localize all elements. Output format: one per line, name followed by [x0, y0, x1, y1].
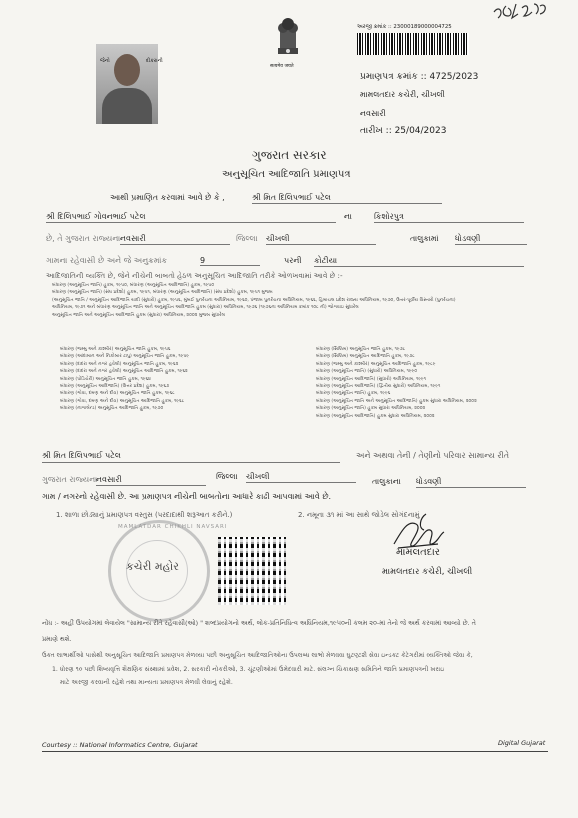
order-line: બંધારણ (અનુસૂચિત જાતિ અને અનુસૂચિત આદિજાતિ) હુકમ સુધારા અધિનિયમ, ૨૦૦૨	[316, 398, 477, 404]
order-line: બંધારણ (અનુસૂચિત આદિજાતિ) હુકમ સુધારા અધિનિયમ, ૨૦૦૨	[316, 413, 435, 419]
issue-date: તારીખ :: 25/04/2023	[360, 126, 447, 136]
order-line: બંધારણ (અનુસૂચિત જાતિ) હુકમ સુધારા અધિનિયમ, ૨૦૦૨	[316, 406, 426, 412]
order-line: બંધારણ (અનુસૂચિત જાતિ) (સુધારો) અધિનિયમ, ૧૯૯૦	[316, 369, 418, 375]
order-line: બંધારણ (અનુસૂચિત જાતિ) (સંઘ પ્રદેશો) હુકમ, ૧૯૫૧, બંધારણ (અનુસૂચિત આદિજાતિ) (સંઘ પ્રદેશો) હુકમ, ૧૯૫૧ મુજબ	[52, 290, 273, 296]
state-prefix: છે, તે ગુજરાત રાજ્યના	[46, 234, 121, 243]
application-number: અરજી ક્રમાંક :: 23000189000004725	[357, 24, 452, 30]
office-name: મામલતદાર કચેરી, ચીખલી	[360, 90, 445, 99]
order-line: (અનુસૂચિત જાતિ / અનુસૂચિત આદિજાતિ યાદી (સુધારો) હુકમ, ૧૯૫૬, મુંબઈ પુનર્રચના અધિનિયમ, ૧૯૬૦, પંજાબ પુનર્રચના અધિનિયમ, ૧૯૬૬, હિમાચલ પ્રદેશ રાજ્ય અધિનિયમ, ૧૯૭૦, ઉત્તર-પૂર્વીય વિસ્તારો (પુનર્રચના)	[52, 297, 456, 303]
order-line: બંધારણ (આંદામાન અને નિકોબાર ટાપુ) અનુસૂચિત જાતિ હુકમ, ૧૯૫૯	[60, 354, 190, 360]
district-2: નવસારી	[96, 475, 206, 486]
certificate-number: પ્રમાણપત્ર ક્રમાંક :: 4725/2023	[360, 72, 479, 82]
stamp-text: કચેરી મહોર	[126, 560, 179, 573]
orders-left-column	[60, 346, 290, 413]
stamp-ring-text: MAMLATDAR CHIKHLI NAVSARI	[118, 524, 228, 530]
district-1: નવસારી	[120, 234, 230, 245]
applicant-name-2: શ્રી મિત દિલિપભાઈ પટેલ	[42, 451, 121, 460]
government-title: ગુજરાત સરકાર	[252, 148, 327, 162]
district-name: નવસારી	[360, 109, 386, 118]
order-line: અનુસૂચિત જાતિ અને અનુસૂચિત આદિજાતિ હુકમ (સુધારા) અધિનિયમ, ૨૦૦૨ મુજબ સુધારેલ	[52, 312, 226, 318]
order-line: બંધારણ (અનુસૂચિત જાતિ) હુકમ, ૧૯૯૬	[316, 391, 391, 397]
talukana-label: તાલુકાના	[372, 477, 401, 486]
certificate-title: અનુસૂચિત આદિજાતિ પ્રમાણપત્ર	[222, 169, 351, 180]
note-2: ઉક્ત લાભાર્થીઓ પાસેથી અનુસૂચિત આદિજાતિ પ્રમાણપત્ર મેળવ્યા પછી અનુસૂચિત આદિજાતિઓના ઉપલબ્ધ લાભો મેળવવા ઘુટણ્ટ૨ી સેવા ઇન્ડક્ટ કેટેગરીમાં વ્યક્તિઓ જેવા કે,	[42, 652, 473, 659]
basis-2: 2. નમૂના ૩૧ માં આ સાથે જોડેલ સોગંદનામું	[298, 511, 420, 519]
qr-code	[218, 537, 286, 605]
order-line: બંધારણ (સિક્કિમ) અનુસૂચિત આદિજાતિ હુકમ, ૧૯૭૮	[316, 354, 415, 360]
order-line: બંધારણ (અનુસૂચિત આદિજાતિ) (સુધારો) અધિનિયમ, ૧૯૯૧	[316, 376, 427, 382]
orders-right-column	[316, 346, 546, 420]
emblem-caption: सत्यमेव जयते	[270, 64, 294, 69]
order-line: બંધારણ (જમ્મુ અને કાશ્મીર) અનુસૂચિત જાતિ હુકમ, ૧૯૫૬	[60, 347, 171, 352]
na-text: ના	[344, 212, 352, 221]
order-line: બંધારણ (જમ્મુ અને કાશ્મીર) અનુસૂચિત આદિજાતિ હુકમ, ૧૯૮૯	[316, 361, 436, 367]
sequence-prefix: ગામના રહેવાસી છે અને જે અનુક્રમાંક	[46, 256, 168, 265]
note-3: 1. ધોરણ ૧૦ પછી શિષ્યવૃત્તિ શૈક્ષણિક સંસ્થામાં પ્રવેશ, 2. સરકારી નોકરીઓ, 3. ચૂંટણીઓમાં ઉમેદવારી માટે. સંલગ્ન ચિકાસણ સમિતિને જાતિ પ્રમાણપત્રની ખરાઇ	[52, 666, 445, 673]
legal-orders-block	[52, 282, 542, 319]
order-line: બંધારણ (દાદરા અને નગર હવેલી) અનુસૂચિત આદિજાતિ હુકમ, ૧૯૬૨	[60, 369, 188, 375]
note-1b: પ્રમાણે થશે.	[42, 635, 72, 643]
sequence-number: 9	[200, 256, 260, 266]
digital-gujarat-text: Digital Gujarat	[498, 739, 546, 747]
order-line: બંધારણ (ગોવા, દમણ અને દીવ) અનુસૂચિત જાતિ હુકમ, ૧૯૬૮	[60, 391, 175, 397]
note-4: માટે અરજી કરવાની રહેશે તથા માન્યતા પ્રમાણપત્ર મેળવી લેવાનું રહેશે.	[60, 679, 233, 686]
intro-text: આથી પ્રમાણિત કરવામાં આવે છે કે ,	[110, 193, 225, 202]
jilla-label-2: જિલ્લા	[216, 472, 238, 481]
order-line: બંધારણ (ગોવા, દમણ અને દીવ) અનુસૂચિત આદિજાતિ હુકમ, ૧૯૬૮	[60, 398, 185, 404]
order-line: બંધારણ (દાદરા અને નગર હવેલી) અનુસૂચિત જાતિ હુકમ, ૧૯૬૨	[60, 361, 179, 367]
national-emblem-icon	[266, 14, 310, 62]
resident-line: ગામ / નગરનો રહેવાસી છે. આ પ્રમાણપત્ર નીચેની બાબતોના આધારે કાઢી આપવામાં આવે છે.	[42, 492, 332, 501]
jilla-label: જિલ્લા	[236, 234, 258, 243]
barcode	[357, 33, 469, 55]
parni-text: પરની	[284, 256, 302, 265]
taluka-2: ચીખલી	[246, 472, 356, 483]
photo-label-right: દીકરાની	[146, 58, 163, 64]
order-line: બંધારણ (પોંડિચેરી) અનુસૂચિત જાતિ હુકમ, ૧૯૬૪	[60, 376, 152, 382]
order-line: બંધારણ (સિક્કિમ) અનુસૂચિત જાતિ હુકમ, ૧૯૭૮	[316, 347, 406, 352]
basis-1: 1. શાળા છોડ્યાનું પ્રમાણપત્ર વસ્તુસ (પરદાદાથી શરૂઆત કરીને.)	[56, 511, 233, 519]
courtesy-text: Courtesy :: National Informatics Centre, Gujarat	[42, 741, 198, 749]
caste-name: કોટીયા	[314, 256, 524, 267]
signatory-office: મામલતદાર કચેરી, ચીખલી	[382, 567, 473, 577]
order-line: બંધારણ (અનુસૂચિત આદિજાતિ) (ઉત્તર પ્રદેશ) હુકમ, ૧૯૬૭	[60, 384, 170, 390]
parent-name: શ્રી દિલિપભાઈ ગોવનભાઈ પટેલ	[46, 212, 336, 223]
signatory-title: મામલતદાર	[396, 547, 440, 558]
village-2: ધોડવણી	[416, 477, 526, 488]
note-1: નોંધ :- અહીં ઉપયોગમાં લેવાયેલ "સામાન્ય રીતે રહેવાસી(ઓ) " શબ્દપ્રયોગનો અર્થ, લોક-પ્રતિનિધિત્વ અધિનિયમ,૧૯૫૦ની કલમ ૨૦-માં તેનો જે અર્થ કરવામાં આવ્યો છે. તે	[42, 619, 476, 627]
order-line: અધિનિયમ, ૧૯૭૧ અને બંધારણ અનુસૂચિત જાતિ અને અનુસૂચિત આદિજાતિ હુકમ (સુધારા) અધિનિયમ, ૧૯૭૬ (૧૯૭૬ના અધિનિયમ ક્રમાંક ૧૦૮ ની) જોગવાઇ સુધારેલ	[52, 305, 359, 311]
state-prefix-2: ગુજરાત રાજ્યના	[42, 475, 98, 484]
adijati-line: આદિજાતિની વ્યક્તિ છે, જેને નીચેની બાબતો હેઠળ અનુસૂચિત આદિજાતિ તરીકે ઓળખવામાં આવે છે :-	[46, 271, 343, 280]
order-line: બંધારણ (નાગાલેન્ડ) અનુસૂચિત આદિજાતિ હુકમ, ૧૯૭૦	[60, 406, 164, 412]
taluka-1: ચીખલી	[266, 234, 376, 245]
relation: કિશોરપુત્ર	[374, 212, 524, 223]
order-line: બંધારણ (અનુસૂચિત જાતિ) હુકમ, ૧૯૫૦, બંધારણ (અનુસૂચિત આદિજાતિ) હુકમ, ૧૯૫૦	[52, 283, 215, 288]
photo-label-left: જેનો	[100, 58, 110, 64]
handwritten-annotation	[490, 0, 550, 20]
family-text: અને અથવા તેની / તેણીનો પરિવાર સામાન્ય રીતે	[356, 451, 510, 460]
applicant-name: શ્રી મિત દિલિપભાઈ પટેલ	[252, 193, 442, 204]
applicant-photo	[96, 44, 158, 124]
footer-divider	[42, 751, 548, 752]
village-1: ધોડવણી	[455, 234, 527, 245]
order-line: બંધારણ (અનુસૂચિત આદિજાતિ) (દ્વિતીય સુધારો) અધિનિયમ, ૧૯૯૧	[316, 384, 441, 390]
divider-line	[42, 462, 340, 463]
talukama-label: તાલુકામાં	[410, 234, 439, 243]
